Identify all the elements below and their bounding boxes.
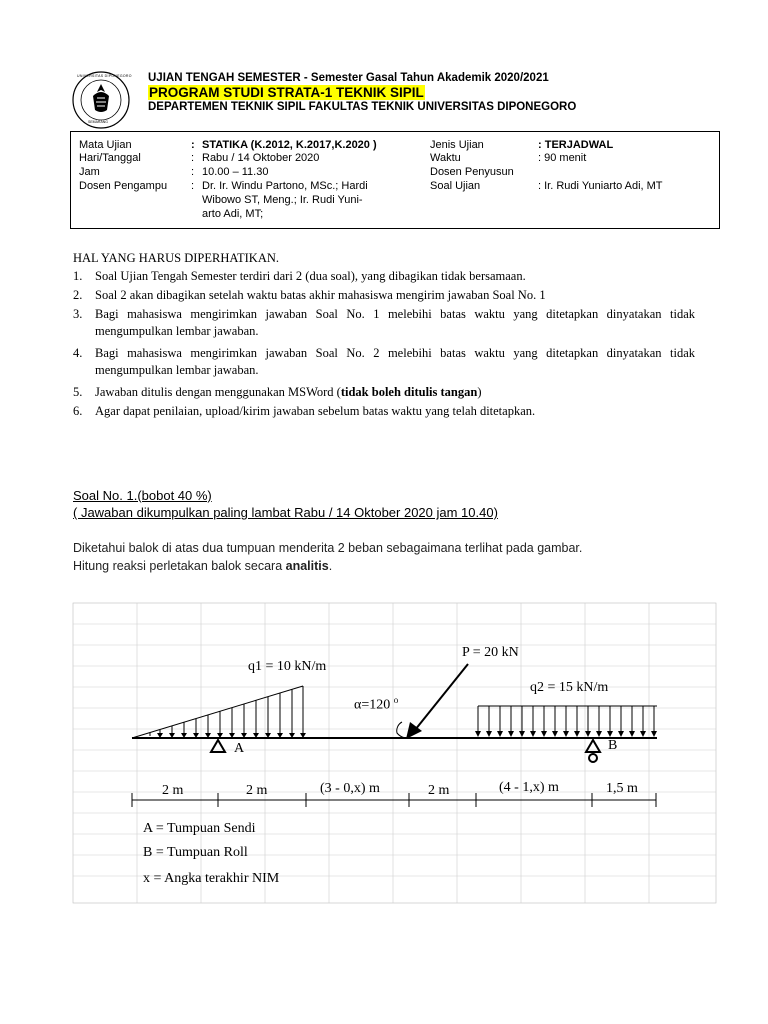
logo-text-top: UNIVERSITAS DIPONEGORO — [77, 74, 132, 78]
support-a-label: A — [234, 741, 245, 756]
instruction-text: Agar dapat penilaian, upload/kirim jawaban sebelum batas waktu yang telah ditetapkan. — [95, 404, 536, 418]
handwriting-warning: tidak boleh ditulis tangan — [340, 385, 478, 399]
info-value-lecturer-line3: arto Adi, MT; — [202, 208, 264, 220]
legend-item-a: A = Tumpuan Sendi — [143, 821, 256, 836]
info-value-lecturer-line2: Wibowo ST, Meng.; Ir. Rudi Yuni- — [202, 194, 363, 206]
dimension-line — [132, 793, 656, 807]
q2-arrowheads — [475, 731, 657, 737]
info-value-duration: : 90 menit — [538, 152, 587, 164]
p-label: P = 20 kN — [462, 645, 519, 660]
instruction-number: 5. — [73, 385, 83, 399]
question-description-line2: Hitung reaksi perletakan balok secara analitis. — [73, 559, 333, 573]
dimension-label: 2 m — [162, 783, 184, 798]
info-label-exam-author: Soal Ujian — [430, 180, 481, 192]
triangular-load-q1 — [132, 686, 303, 738]
angle-label: α=120 $^o$ — [354, 695, 399, 713]
department-title: DEPARTEMEN TEKNIK SIPIL FAKULTAS TEKNIK UNIVERSITAS DIPONEGORO — [148, 101, 577, 113]
info-label-subject: Mata Ujian — [79, 139, 132, 151]
exam-header-title: UJIAN TENGAH SEMESTER - Semester Gasal Tahun Akademik 2020/2021 — [148, 72, 549, 84]
alpha-symbol: α — [354, 697, 362, 713]
instruction-number: 4. — [73, 346, 83, 360]
instruction-number: 1. — [73, 269, 83, 283]
instruction-number: 2. — [73, 288, 83, 302]
support-b-label: B — [608, 738, 618, 753]
dimension-label: (4 - 1,x) m — [499, 780, 559, 795]
info-label-composer: Dosen Penyusun — [430, 166, 514, 178]
question-description-line1: Diketahui balok di atas dua tumpuan menderita 2 beban sebagaimana terlihat pada gambar. — [73, 541, 583, 555]
info-label-exam-type: Jenis Ujian — [430, 139, 484, 151]
info-label-time: Jam — [79, 166, 100, 178]
point-load-p — [406, 664, 468, 739]
info-value-exam-type: : TERJADWAL — [538, 139, 614, 151]
info-sep-date: : — [191, 152, 195, 164]
info-value-date: Rabu / 14 Oktober 2020 — [202, 152, 320, 164]
info-sep-time: : — [191, 166, 195, 178]
info-label-lecturer: Dosen Pengampu — [79, 180, 168, 192]
info-label-date: Hari/Tanggal — [79, 152, 141, 164]
roller-wheel — [589, 754, 597, 762]
info-sep-lecturer: : — [191, 180, 195, 192]
dimension-label: 2 m — [428, 783, 450, 798]
question-title: Soal No. 1.(bobot 40 %) — [73, 488, 212, 503]
info-value-exam-author: : Ir. Rudi Yuniarto Adi, MT — [538, 180, 663, 192]
info-sep-subject: : — [191, 139, 195, 151]
instruction-number: 6. — [73, 404, 83, 418]
q1-label: q1 = 10 kN/m — [248, 659, 327, 674]
instruction-text: Jawaban ditulis dengan menggunakan MSWord (tidak boleh ditulis tangan) — [95, 385, 482, 399]
legend-item-b: B = Tumpuan Roll — [143, 845, 248, 860]
instruction-text: Bagi mahasiswa mengirimkan jawaban Soal No. 2 melebihi batas waktu yang ditetapkan dinyatakan tidak mengumpulkan lembar jawaban. — [95, 346, 695, 377]
analytic-keyword: analitis — [285, 559, 329, 573]
instruction-text: Bagi mahasiswa mengirimkan jawaban Soal No. 1 melebihi batas waktu yang ditetapkan dinyatakan tidak mengumpulkan lembar jawaban. — [95, 307, 695, 338]
dimension-label: (3 - 0,x) m — [320, 781, 380, 796]
info-value-subject: STATIKA (K.2012, K.2017,K.2020 ) — [202, 139, 377, 151]
info-value-lecturer-line1: Dr. Ir. Windu Partono, MSc.; Hardi — [202, 180, 368, 192]
program-title: PROGRAM STUDI STRATA-1 TEKNIK SIPIL — [149, 85, 424, 100]
q2-label: q2 = 15 kN/m — [530, 680, 609, 695]
question-deadline: ( Jawaban dikumpulkan paling lambat Rabu / 14 Oktober 2020 jam 10.40) — [73, 505, 498, 520]
legend-item-x: x = Angka terakhir NIM — [143, 871, 280, 886]
instruction-number: 3. — [73, 307, 83, 321]
dimension-label: 1,5 m — [606, 781, 638, 796]
info-value-time: 10.00 – 11.30 — [202, 166, 269, 178]
instruction-text: Soal 2 akan dibagikan setelah waktu batas akhir mahasiswa mengirim jawaban Soal No. 1 — [95, 288, 546, 302]
logo-text-bottom: SEMARANG — [88, 120, 109, 124]
info-label-duration: Waktu — [430, 152, 461, 164]
instruction-text: Soal Ujian Tengah Semester terdiri dari 2 (dua soal), yang dibagikan tidak bersamaan. — [95, 269, 526, 283]
instructions-title: HAL YANG HARUS DIPERHATIKAN. — [73, 251, 280, 265]
dimension-label: 2 m — [246, 783, 268, 798]
